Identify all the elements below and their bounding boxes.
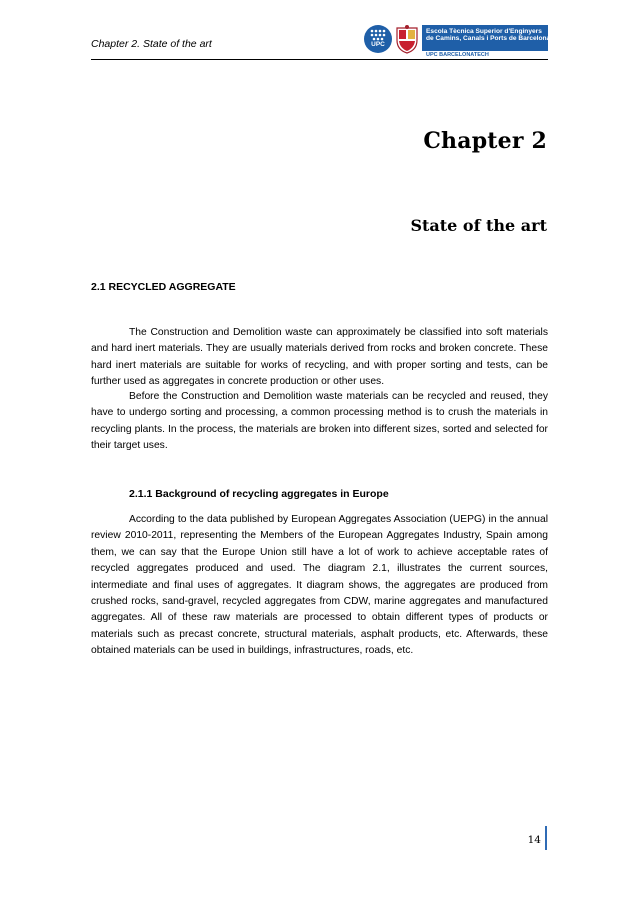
school-name-line-2: de Camins, Canals i Ports de Barcelona	[426, 35, 551, 42]
page-number-accent-bar	[545, 826, 547, 850]
school-name-band	[422, 25, 551, 51]
upc-logo-text: UPC	[371, 41, 385, 48]
chapter-title: State of the art	[410, 216, 547, 235]
school-name-line-1: Escola Tècnica Superior d'Enginyers	[426, 28, 542, 35]
school-crest-icon	[395, 24, 419, 54]
university-logo	[364, 22, 551, 60]
running-header: Chapter 2. State of the art	[91, 38, 212, 50]
body-paragraph: According to the data published by European Aggregates Association (UEPG) in the annual review 2010-2011, representing the Members of the European Aggregates Industry, Spain among them, we can say that the Europe Union still have a lot of work to achieve acceptable rates of recycled aggregates produced and used. The diagram 2.1, illustrates the current sources, intermediate and final uses of aggregates. It diagram shows, the aggregates are produced from crushed rocks, sand-gravel, recycled aggregates from CDW, marine aggregates and manufactured aggregates. All of these raw materials are processed to obtain different types of products or materials such as precast concrete, structural materials, asphalt products, etc. Afterwards, these obtained materials can be used in buildings, infrastructures, roads, etc.	[91, 514, 548, 657]
chapter-number: Chapter 2	[423, 128, 547, 154]
subsection-heading: 2.1.1 Background of recycling aggregates in Europe	[129, 488, 389, 500]
page-number: 14	[527, 834, 541, 846]
body-paragraph: The Construction and Demolition waste can approximately be classified into soft materials and hard inert materials. They are usually materials derived from rocks and broken concrete. These hard inert materials are suitable for works of recycling, and with proper sorting and tests, can be further used as aggregates in concrete production or other uses.	[91, 327, 548, 388]
header-rule	[91, 59, 548, 60]
body-paragraph: Before the Construction and Demolition waste materials can be recycled and reused, they have to undergo sorting and processing, a common processing method is to crush the materials in recycling plants. In the process, the materials are broken into different sizes, sorted and selected for their target uses.	[91, 391, 548, 452]
section-heading: 2.1 RECYCLED AGGREGATE	[91, 281, 236, 293]
upc-logo-icon	[364, 25, 392, 53]
logo-tagline: UPC BARCELONATECH	[426, 52, 489, 58]
